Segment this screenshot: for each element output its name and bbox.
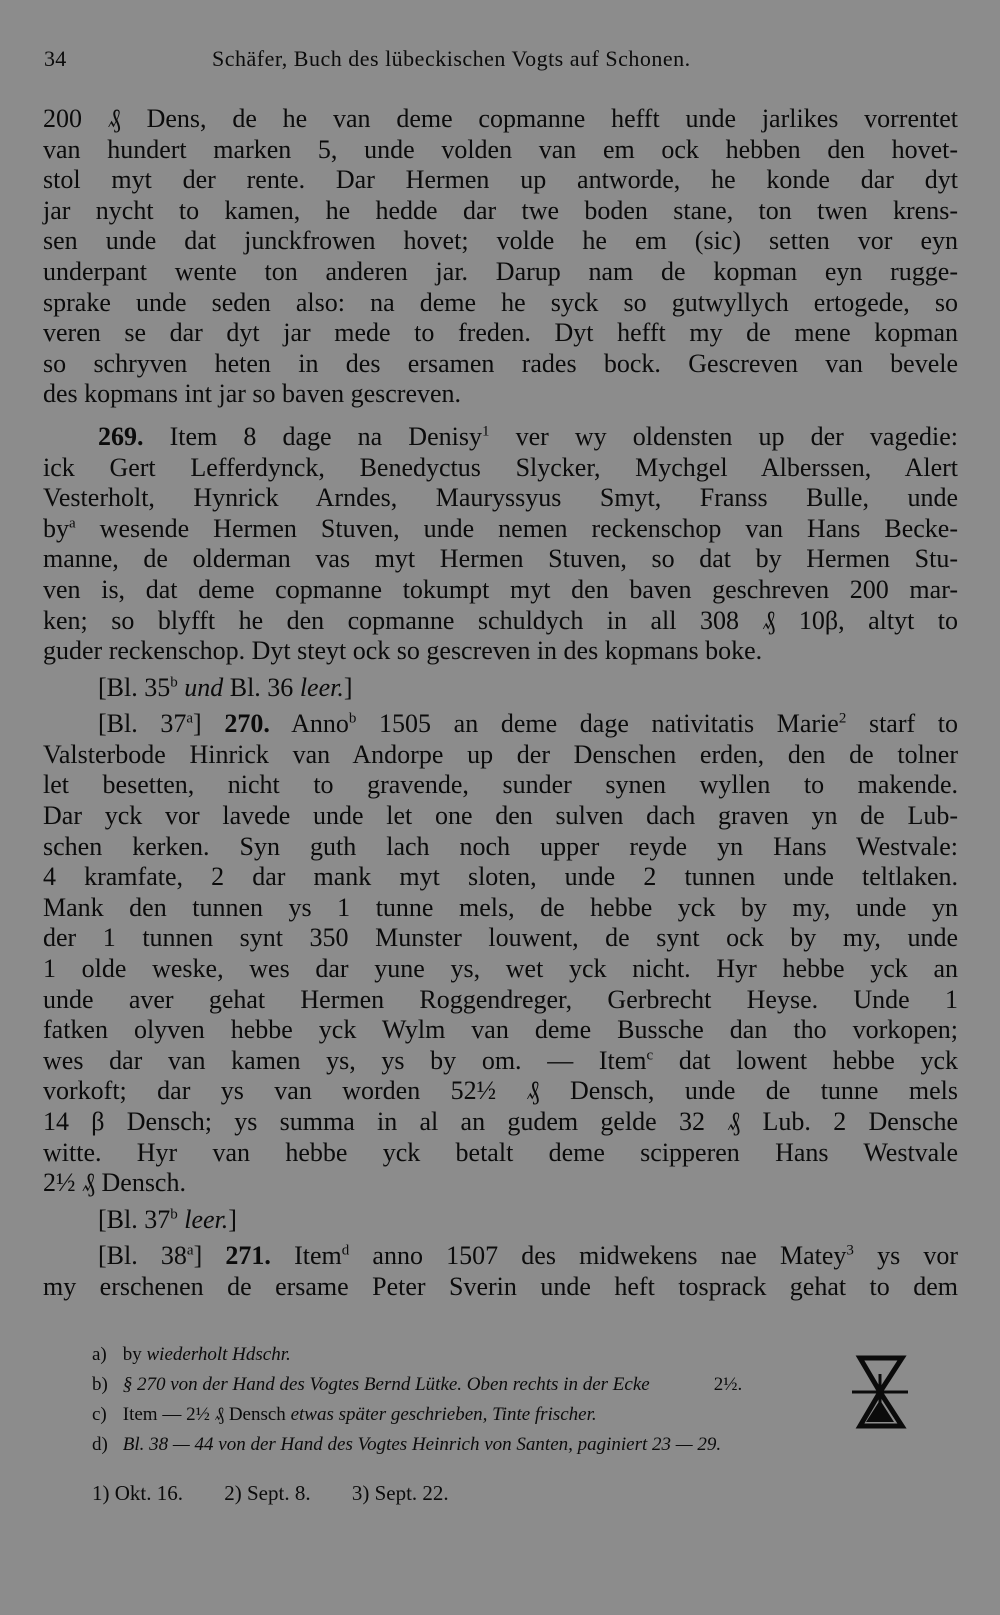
text-line: underpant wente ton anderen jar. Darup nam de kopman eyn rugge-	[43, 256, 958, 286]
apparatus-mark: c	[646, 1047, 654, 1064]
footnote-ref: 3	[846, 1242, 854, 1259]
apparatus-note-b: b) § 270 von der Hand des Vogtes Bernd Lütke. Oben rechts in der Ecke 2½.	[92, 1374, 743, 1395]
text-line: 14 β Densch; ys summa in al an gudem gelde 32 ₰ Lub. 2 Densche	[43, 1107, 958, 1136]
footnote-ref: 2	[838, 710, 847, 727]
text-line: witte. Hyr van hebbe yck betalt deme scipperen Hans Westvale	[43, 1137, 958, 1167]
footnote-3: 3) Sept. 22.	[351, 1481, 449, 1505]
text-line: stol myt der rente. Dar Hermen up antworde, he konde dar dyt	[43, 165, 958, 195]
apparatus-note-c: c) Item — 2½ ₰ Densch etwas später geschrieben, Tinte frischer.	[92, 1404, 597, 1425]
paragraph-269-start: 269. Item 8 dage na Denisy$^1$ ver wy oldensten up der vagedie:	[98, 421, 958, 451]
text-line: 4 kramfate, 2 dar mank myt sloten, unde 2 tunnen unde teltlaken.	[43, 862, 958, 892]
text-line: Vesterholt, Hynrick Arndes, Mauryssyus Smyt, Franss Bulle, unde	[43, 483, 958, 513]
apparatus-mark: d	[341, 1242, 350, 1259]
date-footnotes	[92, 1478, 972, 1508]
text-line: veren se dar dyt jar mede to freden. Dyt hefft my de mene kopman	[43, 318, 958, 348]
folio-note-37: [Bl. 37$^b$ leer.]	[98, 1204, 237, 1234]
hourglass-symbol-icon	[852, 1352, 908, 1432]
text-line: wes dar van kamen ys, ys by om. — Item$^c$ dat lowent hebbe yck	[43, 1045, 959, 1075]
footnote-ref: 1	[481, 423, 490, 440]
text-line: fatken olyven hebbe yck Wylm van deme Bussche dan tho vorkopen;	[43, 1015, 958, 1045]
folio-note-35: [Bl. 35$^b$ und Bl. 36 leer.]	[98, 672, 353, 702]
apparatus-note-a: a) by wiederholt Hdschr.	[92, 1344, 291, 1365]
page-number: 34	[44, 46, 67, 71]
running-title: Schäfer, Buch des lübeckischen Vogts auf Schonen.	[212, 46, 691, 71]
running-head	[44, 46, 784, 76]
text-line: schen kerken. Syn guth lach noch upper reyde yn Hans Westvale:	[43, 831, 958, 861]
text-line: $by^a$ wesende Hermen Stuven, unde nemen reckenschop van Hans Becke-	[43, 513, 958, 543]
text-line: ick Gert Lefferdynck, Benedyctus Slycker, Mychgel Alberssen, Alert	[43, 452, 958, 482]
text-line: 1 olde weske, wes dar yune ys, wet yck nicht. Hyr hebbe yck an	[43, 954, 958, 984]
text-line: Dar yck vor lavede unde let one den sulven dach graven yn de Lub-	[43, 801, 958, 831]
text-line: guder reckenschop. Dyt steyt ock so gescreven in des kopmans boke.	[43, 636, 763, 666]
apparatus-mark: b	[348, 710, 357, 727]
text-line: des kopmans int jar so baven gescreven.	[43, 379, 462, 409]
apparatus-mark: a	[69, 515, 76, 532]
text-line: Mank den tunnen ys 1 tunne mels, de hebbe yck by my, unde yn	[43, 892, 958, 922]
paragraph-270-start: [Bl. 37$^a$] 270. Anno$^b$ 1505 an deme dage nativitatis Marie$^2$ starf to	[98, 709, 959, 739]
text-line: ken; so blyfft he den copmanne schuldych in all 308 ₰ 10β, altyt to	[43, 605, 958, 635]
text-line: jar nycht to kamen, he hedde dar twe boden stane, ton twen krens-	[43, 195, 958, 225]
apparatus-note-d: d) Bl. 38 — 44 von der Hand des Vogtes Heinrich von Santen, paginiert 23 — 29.	[92, 1434, 722, 1455]
text-line: van hundert marken 5, unde volden van em ock hebben den hovet-	[43, 134, 958, 164]
body-text	[43, 104, 958, 1303]
footnote-1: 1) Okt. 16.	[92, 1481, 183, 1505]
text-line: unde aver gehat Hermen Roggendreger, Gerbrecht Heyse. Unde 1	[43, 984, 958, 1014]
footnote-2: 2) Sept. 8.	[224, 1481, 311, 1505]
paragraph-number: 271.	[225, 1241, 271, 1271]
apparatus-notes	[92, 1340, 972, 1508]
text-line: so schryven heten in des ersamen rades bock. Gescreven van bevele	[43, 348, 958, 378]
text-line: Valsterbode Hinrick van Andorpe up der Denschen erden, den de tolner	[43, 739, 958, 769]
text-line: 2½ ₰ Densch.	[43, 1168, 186, 1198]
text-line: 200 ₰ Dens, de he van deme copmanne hefft unde jarlikes vorrentet	[43, 104, 958, 133]
paragraph-271-start: [Bl. 38$^a$] 271. Item$^d$ anno 1507 des midwekens nae Matey$^3$ ys vor	[98, 1241, 959, 1271]
text-line: manne, de olderman vas myt Hermen Stuven, so dat by Hermen Stu-	[43, 544, 958, 574]
paragraph-number: 270.	[224, 709, 270, 739]
text-line: my erschenen de ersame Peter Sverin unde heft tosprack gehat to dem	[43, 1271, 958, 1301]
text-line: der 1 tunnen synt 350 Munster louwent, de synt ock by my, unde	[43, 923, 958, 953]
text-line: vorkoft; dar ys van worden 52½ ₰ Densch, unde de tunne mels	[43, 1076, 958, 1106]
text-line: sen unde dat junckfrowen hovet; volde he em (sic) setten vor eyn	[43, 226, 958, 256]
text-line: let besetten, nicht to gravende, sunder synen wyllen to makende.	[43, 770, 958, 800]
paragraph-number: 269.	[98, 421, 144, 451]
text-line: sprake unde seden also: na deme he syck so gutwyllych ertogede, so	[43, 287, 958, 317]
text-line: ven is, dat deme copmanne tokumpt myt den baven geschreven 200 mar-	[43, 574, 958, 604]
